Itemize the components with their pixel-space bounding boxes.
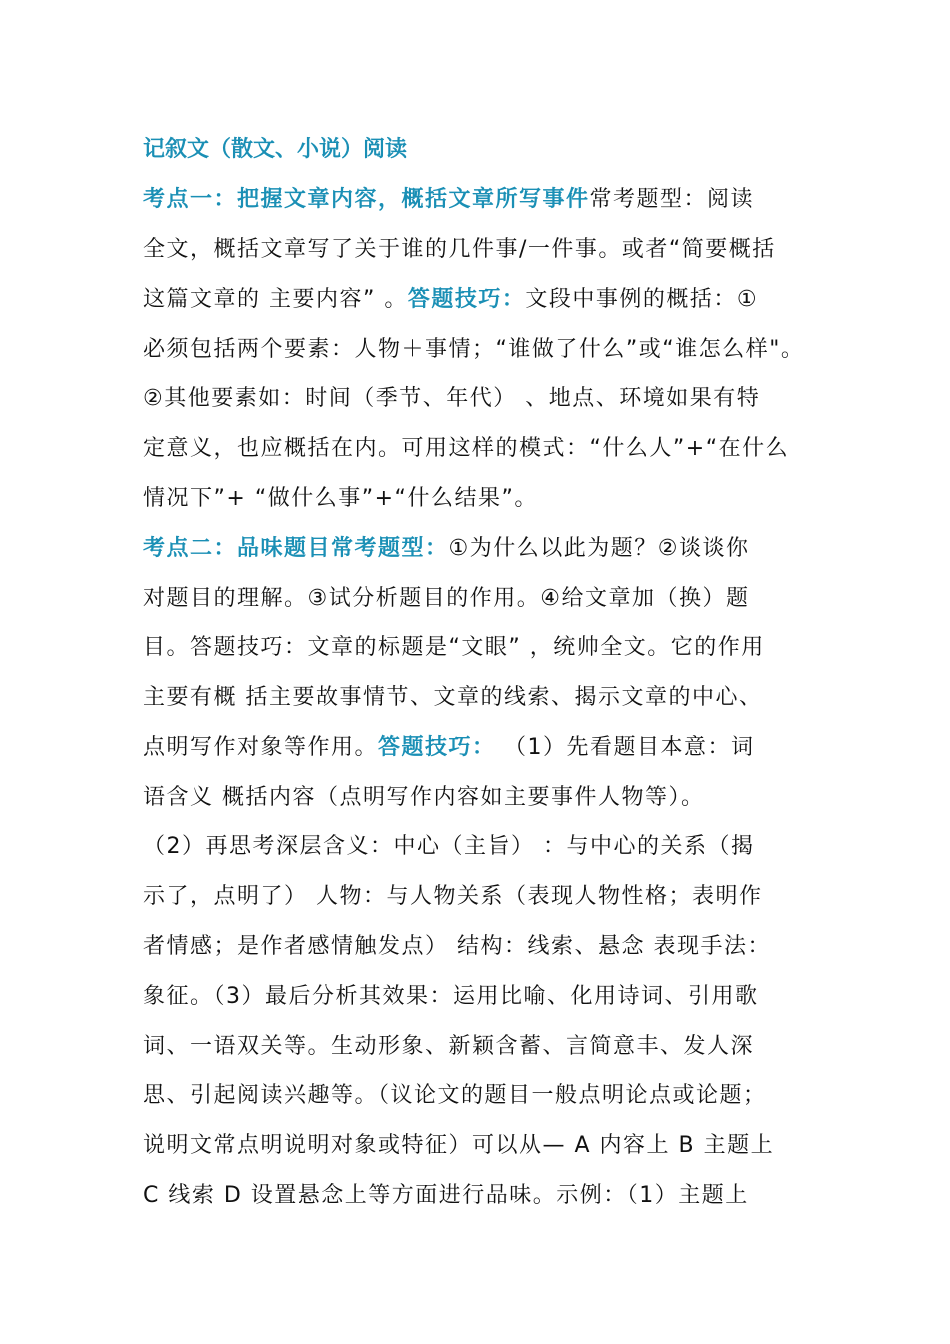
answer-tip-label: 答题技巧： <box>378 735 496 760</box>
line-text: ①为什么以此为题？②谈谈你 <box>448 536 750 561</box>
text-line: 情况下”+ “做什么事”+“什么结果”。 <box>143 486 538 511</box>
text-line: 象征。（3）最后分析其效果：运用比喻、化用诗词、引用歌 <box>143 984 759 1009</box>
text-line: 定意义，也应概括在内。可用这样的模式：“什么人”+“在什么 <box>143 436 790 461</box>
text-line: （2）再思考深层含义：中心（主旨） ：与中心的关系（揭 <box>143 834 755 859</box>
line-text: 文段中事例的概括：① <box>525 287 759 312</box>
text-line: 目。答题技巧：文章的标题是“文眼” ，统帅全文。它的作用 <box>143 635 765 660</box>
text-line: 对题目的理解。③试分析题目的作用。④给文章加（换）题 <box>143 586 750 611</box>
text-line: 语含义 概括内容（点明写作内容如主要事件人物等）。 <box>143 785 705 810</box>
text-line <box>143 730 823 766</box>
key-point-heading: 考点一：把握文章内容，概括文章所写事件 <box>143 187 590 212</box>
text-line: 示了，点明了） 人物：与人物关系（表现人物性格；表明作 <box>143 884 763 909</box>
key-point-heading: 考点二：品味题目常考题型： <box>143 536 449 561</box>
line-text: 常考题型：阅读 <box>589 187 755 212</box>
line-text: 这篇文章的 主要内容” 。 <box>143 287 408 312</box>
text-line: C 线索 D 设置悬念上等方面进行品味。示例：（1）主题上 <box>143 1183 749 1208</box>
text-line: 必须包括两个要素：人物＋事情；“谁做了什么”或“谁怎么样"。 <box>143 337 805 362</box>
text-line <box>143 282 823 318</box>
text-line: 思、引起阅读兴趣等。（议论文的题目一般点明论点或论题； <box>143 1083 767 1108</box>
line-text: 点明写作对象等作用。 <box>143 735 379 760</box>
text-line: ②其他要素如：时间（季节、年代） 、地点、环境如果有特 <box>143 386 761 411</box>
text-line: 说明文常点明说明对象或特征）可以从— A 内容上 B 主题上 <box>143 1133 775 1158</box>
text-line: 者情感；是作者感情触发点） 结构：线索、悬念 表现手法： <box>143 934 771 959</box>
text-line: 主要有概 括主要故事情节、文章的线索、揭示文章的中心、 <box>143 685 763 710</box>
text-line: 全文，概括文章写了关于谁的几件事/一件事。或者“简要概括 <box>143 237 776 262</box>
document-title: 记叙文（散文、小说）阅读 <box>143 137 408 162</box>
text-line <box>143 531 823 567</box>
line-text: （1）先看题目本意：词 <box>495 735 755 760</box>
text-line: 词、一语双关等。生动形象、新颖含蓄、言简意丰、发人深 <box>143 1034 755 1059</box>
text-line <box>143 182 823 218</box>
answer-tip-label: 答题技巧： <box>407 287 526 312</box>
